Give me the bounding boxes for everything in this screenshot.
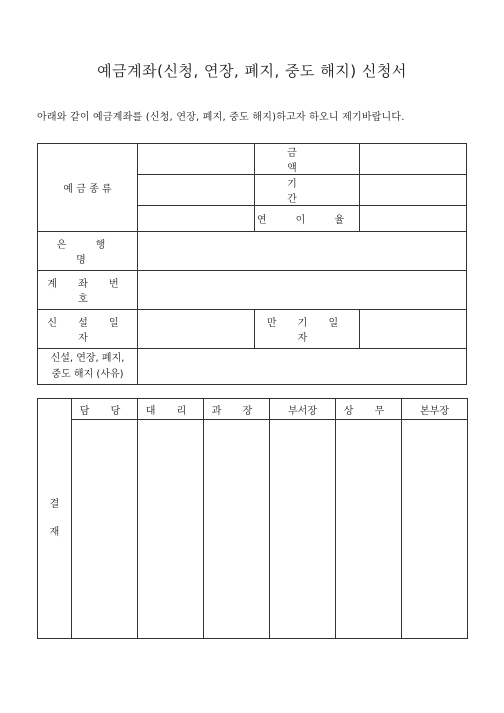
approval-table: [37, 398, 468, 639]
deposit-type-field-2[interactable]: [138, 175, 255, 206]
approval-sign-division-head[interactable]: [402, 420, 468, 639]
approval-sign-managing-director[interactable]: [336, 420, 402, 639]
maturity-date-label: 만 기 일 자: [255, 310, 360, 349]
open-date-label: 신 설 일 자: [38, 310, 138, 349]
approval-label: [38, 399, 72, 639]
amount-field[interactable]: [360, 144, 467, 175]
reason-label-line1: 신설, 연장, 폐지,: [50, 352, 125, 364]
bank-name-field[interactable]: [138, 232, 467, 271]
deposit-type-label: 예 금 종 류: [38, 144, 138, 232]
deposit-type-field-1[interactable]: [138, 144, 255, 175]
approval-header-division-head: 본부장: [402, 399, 468, 420]
approval-header-department-head: 부서장: [270, 399, 336, 420]
approval-header-managing-director: 상 무: [336, 399, 402, 420]
bank-name-label: 은 행 명: [38, 232, 138, 271]
approval-header-staff: 담 당: [72, 399, 138, 420]
deposit-type-field-3[interactable]: [138, 206, 255, 232]
approval-sign-department-head[interactable]: [270, 420, 336, 639]
account-number-label: 계 좌 번 호: [38, 271, 138, 310]
period-field[interactable]: [360, 175, 467, 206]
approval-label-top: 결: [49, 498, 60, 510]
intro-text: 아래와 같이 예금계좌를 (신청, 연장, 폐지, 중도 해지)하고자 하오니 제기바랍니다.: [37, 112, 405, 123]
application-form-table: [37, 143, 467, 385]
account-number-field[interactable]: [138, 271, 467, 310]
reason-label-line2: 중도 해지 (사유): [51, 368, 124, 380]
interest-rate-label: 연 이 율: [255, 206, 360, 232]
approval-sign-assistant-manager[interactable]: [138, 420, 204, 639]
approval-header-assistant-manager: 대 리: [138, 399, 204, 420]
approval-sign-section-chief[interactable]: [204, 420, 270, 639]
document-title: 예금계좌(신청, 연장, 폐지, 중도 해지) 신청서: [97, 62, 407, 80]
reason-field[interactable]: [138, 349, 467, 385]
approval-sign-staff[interactable]: [72, 420, 138, 639]
maturity-date-field[interactable]: [360, 310, 467, 349]
period-label: 기 간: [255, 175, 360, 206]
approval-header-section-chief: 과 장: [204, 399, 270, 420]
open-date-field[interactable]: [138, 310, 255, 349]
amount-label: 금 액: [255, 144, 360, 175]
interest-rate-field[interactable]: [360, 206, 467, 232]
approval-label-bottom: 재: [49, 526, 60, 538]
reason-label: [38, 349, 138, 385]
